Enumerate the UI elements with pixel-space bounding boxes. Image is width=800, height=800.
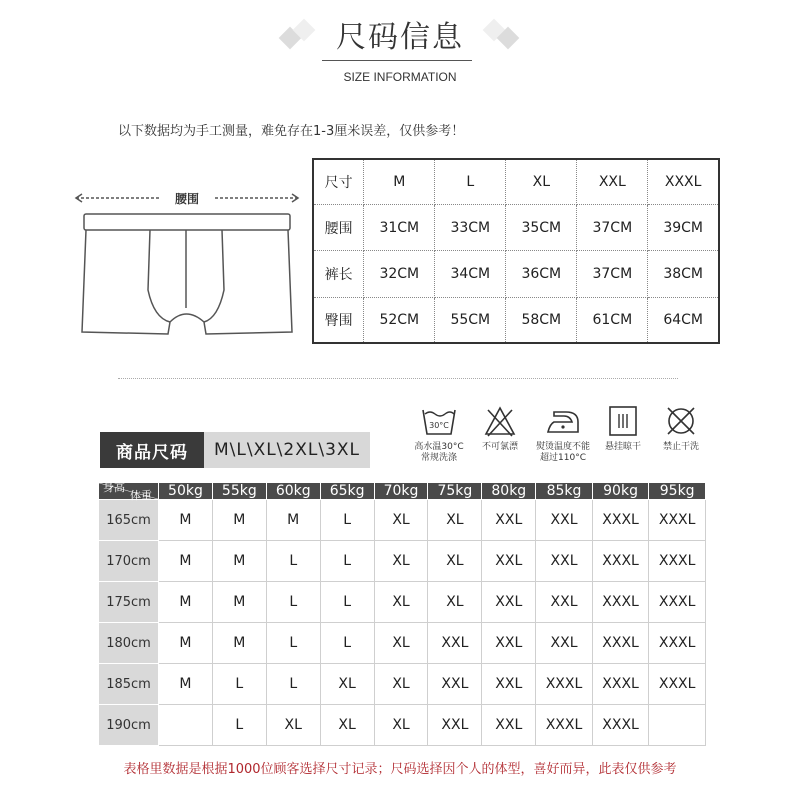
size-cell: L bbox=[266, 664, 320, 705]
table-cell: 31CM bbox=[364, 205, 435, 251]
table-row bbox=[99, 500, 706, 541]
weight-header: 85kg bbox=[536, 483, 593, 500]
size-cell: XXXL bbox=[592, 705, 649, 746]
section-divider bbox=[118, 378, 678, 379]
table-row bbox=[99, 664, 706, 705]
size-cell: XL bbox=[428, 541, 482, 582]
table-row bbox=[99, 582, 706, 623]
table-cell: 64CM bbox=[648, 297, 718, 342]
size-cell bbox=[159, 705, 213, 746]
size-cell: XXL bbox=[482, 582, 536, 623]
size-cell: XXXL bbox=[592, 623, 649, 664]
table-cell: M bbox=[364, 160, 435, 205]
height-header: 165cm bbox=[99, 500, 159, 541]
hang-dry-icon bbox=[607, 404, 639, 438]
page-subtitle: SIZE INFORMATION bbox=[343, 70, 457, 84]
table-cell: 39CM bbox=[648, 205, 718, 251]
care-label: 不可氯漂 bbox=[481, 442, 518, 452]
weight-header: 60kg bbox=[266, 483, 320, 500]
size-cell: M bbox=[159, 500, 213, 541]
height-header: 170cm bbox=[99, 541, 159, 582]
size-cell: L bbox=[320, 623, 374, 664]
size-cell: XL bbox=[428, 500, 482, 541]
table-cell: 34CM bbox=[435, 251, 506, 297]
product-size-label: 商品尺码 bbox=[100, 432, 204, 468]
weight-height-table bbox=[98, 482, 706, 746]
table-cell: 36CM bbox=[506, 251, 577, 297]
table-cell: 55CM bbox=[435, 297, 506, 342]
measurement-note: 以下数据均为手工测量，难免存在1-3厘米误差，仅供参考！ bbox=[118, 124, 465, 139]
size-cell: L bbox=[212, 705, 266, 746]
size-cell: M bbox=[212, 623, 266, 664]
footer-disclaimer: 表格里数据是根据1000位顾客选择尺寸记录；尺码选择因个人的体型，喜好而异，此表仅供参考 bbox=[123, 762, 677, 777]
care-wash bbox=[404, 404, 474, 464]
title-underline bbox=[322, 60, 472, 61]
care-bleach bbox=[465, 404, 535, 453]
size-cell: L bbox=[320, 500, 374, 541]
size-cell: M bbox=[212, 582, 266, 623]
size-cell: XL bbox=[374, 664, 428, 705]
size-cell: M bbox=[212, 541, 266, 582]
weight-header: 55kg bbox=[212, 483, 266, 500]
size-cell: XXL bbox=[482, 664, 536, 705]
size-cell: XXXL bbox=[649, 541, 706, 582]
size-cell: XXL bbox=[536, 541, 593, 582]
table-row bbox=[99, 623, 706, 664]
size-cell: M bbox=[159, 582, 213, 623]
care-dryclean bbox=[646, 404, 716, 453]
table-cell: L bbox=[435, 160, 506, 205]
size-cell: XL bbox=[374, 500, 428, 541]
size-cell: L bbox=[320, 541, 374, 582]
wash-30-icon bbox=[421, 404, 457, 438]
size-cell: XL bbox=[266, 705, 320, 746]
table-row bbox=[314, 160, 718, 205]
size-cell: XXXL bbox=[592, 500, 649, 541]
table-cell: 58CM bbox=[506, 297, 577, 342]
no-dry-clean-icon bbox=[664, 404, 698, 438]
height-header: 190cm bbox=[99, 705, 159, 746]
size-cell: XXXL bbox=[649, 582, 706, 623]
size-cell: XXXL bbox=[592, 541, 649, 582]
size-cell: XXL bbox=[536, 623, 593, 664]
size-cell bbox=[649, 705, 706, 746]
size-cell: M bbox=[159, 623, 213, 664]
size-cell: M bbox=[159, 664, 213, 705]
size-cell: M bbox=[212, 500, 266, 541]
table-row bbox=[99, 705, 706, 746]
size-cell: XXXL bbox=[592, 664, 649, 705]
no-bleach-icon bbox=[483, 404, 517, 438]
size-cell: L bbox=[266, 582, 320, 623]
table-cell: 52CM bbox=[364, 297, 435, 342]
table-cell: XL bbox=[506, 160, 577, 205]
weight-header: 80kg bbox=[482, 483, 536, 500]
size-cell: M bbox=[266, 500, 320, 541]
size-cell: XXXL bbox=[649, 664, 706, 705]
height-header: 175cm bbox=[99, 582, 159, 623]
care-label: 高水温30°C 常规洗涤 bbox=[414, 442, 464, 463]
size-cell: XL bbox=[320, 705, 374, 746]
row-label: 裤长 bbox=[314, 251, 364, 297]
size-cell: XXL bbox=[482, 541, 536, 582]
table-row bbox=[314, 297, 718, 342]
size-cell: L bbox=[212, 664, 266, 705]
waist-label: 腰围 bbox=[174, 192, 200, 206]
table-row bbox=[314, 251, 718, 297]
size-cell: XXL bbox=[482, 500, 536, 541]
size-cell: XXL bbox=[428, 705, 482, 746]
size-cell: XXXL bbox=[536, 705, 593, 746]
row-label: 尺寸 bbox=[314, 160, 364, 205]
size-table bbox=[312, 158, 720, 344]
size-cell: XXL bbox=[536, 500, 593, 541]
weight-header: 70kg bbox=[374, 483, 428, 500]
weight-header: 90kg bbox=[592, 483, 649, 500]
size-cell: XXL bbox=[536, 582, 593, 623]
iron-icon bbox=[544, 404, 582, 438]
briefs-diagram bbox=[70, 180, 310, 350]
size-cell: XL bbox=[428, 582, 482, 623]
size-cell: XL bbox=[374, 705, 428, 746]
table-cell: 61CM bbox=[577, 297, 648, 342]
size-cell: L bbox=[266, 623, 320, 664]
table-row bbox=[314, 205, 718, 251]
height-header: 180cm bbox=[99, 623, 159, 664]
size-cell: L bbox=[320, 582, 374, 623]
svg-text:30°C: 30°C bbox=[429, 421, 449, 430]
table-cell: 37CM bbox=[577, 205, 648, 251]
weight-header: 50kg bbox=[159, 483, 213, 500]
table-cell: 35CM bbox=[506, 205, 577, 251]
size-cell: XXXL bbox=[592, 582, 649, 623]
size-cell: XXL bbox=[428, 623, 482, 664]
height-header: 185cm bbox=[99, 664, 159, 705]
size-cell: XXL bbox=[482, 705, 536, 746]
size-cell: XL bbox=[374, 582, 428, 623]
care-label: 禁止干洗 bbox=[662, 442, 699, 452]
table-cell: XXXL bbox=[648, 160, 718, 205]
size-cell: XL bbox=[374, 541, 428, 582]
table-row bbox=[99, 541, 706, 582]
size-cell: XXXL bbox=[649, 500, 706, 541]
row-label: 腰围 bbox=[314, 205, 364, 251]
table-cell: 33CM bbox=[435, 205, 506, 251]
table-cell: 37CM bbox=[577, 251, 648, 297]
weight-header: 75kg bbox=[428, 483, 482, 500]
product-size-list: M\L\XL\2XL\3XL bbox=[204, 432, 370, 468]
weight-header: 95kg bbox=[649, 483, 706, 500]
size-cell: XXL bbox=[482, 623, 536, 664]
size-cell: XXL bbox=[428, 664, 482, 705]
size-cell: XL bbox=[320, 664, 374, 705]
row-label: 臀围 bbox=[314, 297, 364, 342]
size-cell: M bbox=[159, 541, 213, 582]
size-cell: XXXL bbox=[649, 623, 706, 664]
size-cell: L bbox=[266, 541, 320, 582]
page-title: 尺码信息 bbox=[336, 20, 464, 55]
table-cell: 38CM bbox=[648, 251, 718, 297]
table-corner-header: 体重 身高 bbox=[99, 483, 159, 500]
care-label: 悬挂晾干 bbox=[604, 442, 641, 452]
table-cell: XXL bbox=[577, 160, 648, 205]
size-cell: XL bbox=[374, 623, 428, 664]
care-label: 熨烫温度不能 超过110°C bbox=[535, 442, 590, 463]
size-cell: XXXL bbox=[536, 664, 593, 705]
weight-header: 65kg bbox=[320, 483, 374, 500]
table-cell: 32CM bbox=[364, 251, 435, 297]
